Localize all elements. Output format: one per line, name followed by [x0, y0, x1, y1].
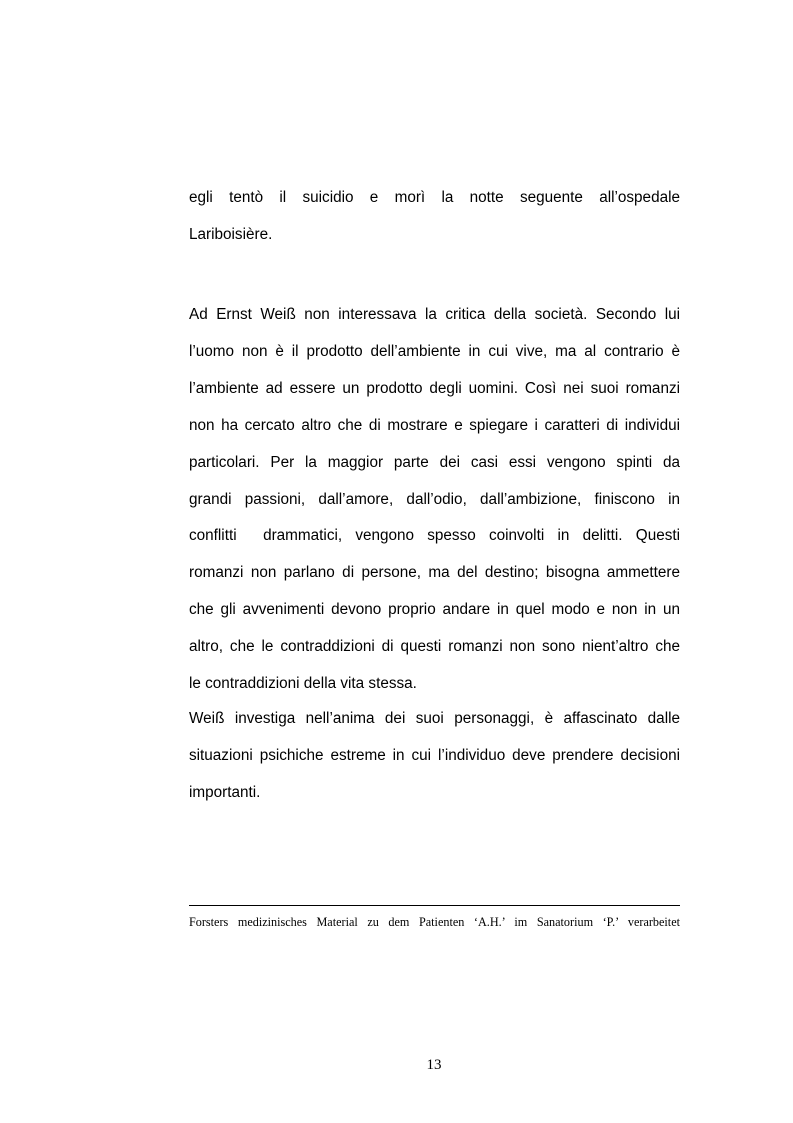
- paragraph-line: romanzi non parlano di persone, ma del destino; bisogna ammettere: [189, 564, 680, 582]
- paragraph-line: non ha cercato altro che di mostrare e spiegare i caratteri di individui: [189, 416, 680, 434]
- paragraph-line: particolari. Per la maggior parte dei casi essi vengono spinti da: [189, 453, 680, 471]
- paragraph-line: situazioni psichiche estreme in cui l’individuo deve prendere decisioni: [189, 746, 680, 764]
- paragraph-line: le contraddizioni della vita stessa.: [189, 675, 417, 693]
- paragraph-line: altro, che le contraddizioni di questi romanzi non sono nient’altro che: [189, 638, 680, 656]
- footnote-text: Forsters medizinisches Material zu dem Patienten ‘A.H.’ im Sanatorium ‘P.’ verarbeitet: [189, 915, 680, 929]
- page-number: 13: [426, 1057, 442, 1073]
- paragraph-line: l’ambiente ad essere un prodotto degli uomini. Così nei suoi romanzi: [189, 379, 680, 397]
- paragraph-line: Lariboisière.: [189, 225, 273, 243]
- paragraph-line: l’uomo non è il prodotto dell’ambiente in cui vive, ma al contrario è: [189, 342, 680, 360]
- paragraph-1: [189, 180, 680, 254]
- paragraph-line: conflitti drammatici, vengono spesso coinvolti in delitti. Questi: [189, 527, 680, 545]
- paragraph-2: [189, 297, 680, 703]
- paragraph-line: Weiß investiga nell’anima dei suoi personaggi, è affascinato dalle: [189, 710, 680, 727]
- footnote-divider: [189, 905, 680, 906]
- paragraph-line: grandi passioni, dall’amore, dall’odio, dall’ambizione, finiscono in: [189, 490, 680, 508]
- paragraph-line: che gli avvenimenti devono proprio andare in quel modo e non in un: [189, 601, 680, 619]
- paragraph-line: importanti.: [189, 783, 261, 801]
- paragraph-3: [189, 701, 680, 812]
- paragraph-line: egli tentò il suicidio e morì la notte seguente all’ospedale: [189, 189, 680, 206]
- paragraph-line: Ad Ernst Weiß non interessava la critica della società. Secondo lui: [189, 306, 680, 323]
